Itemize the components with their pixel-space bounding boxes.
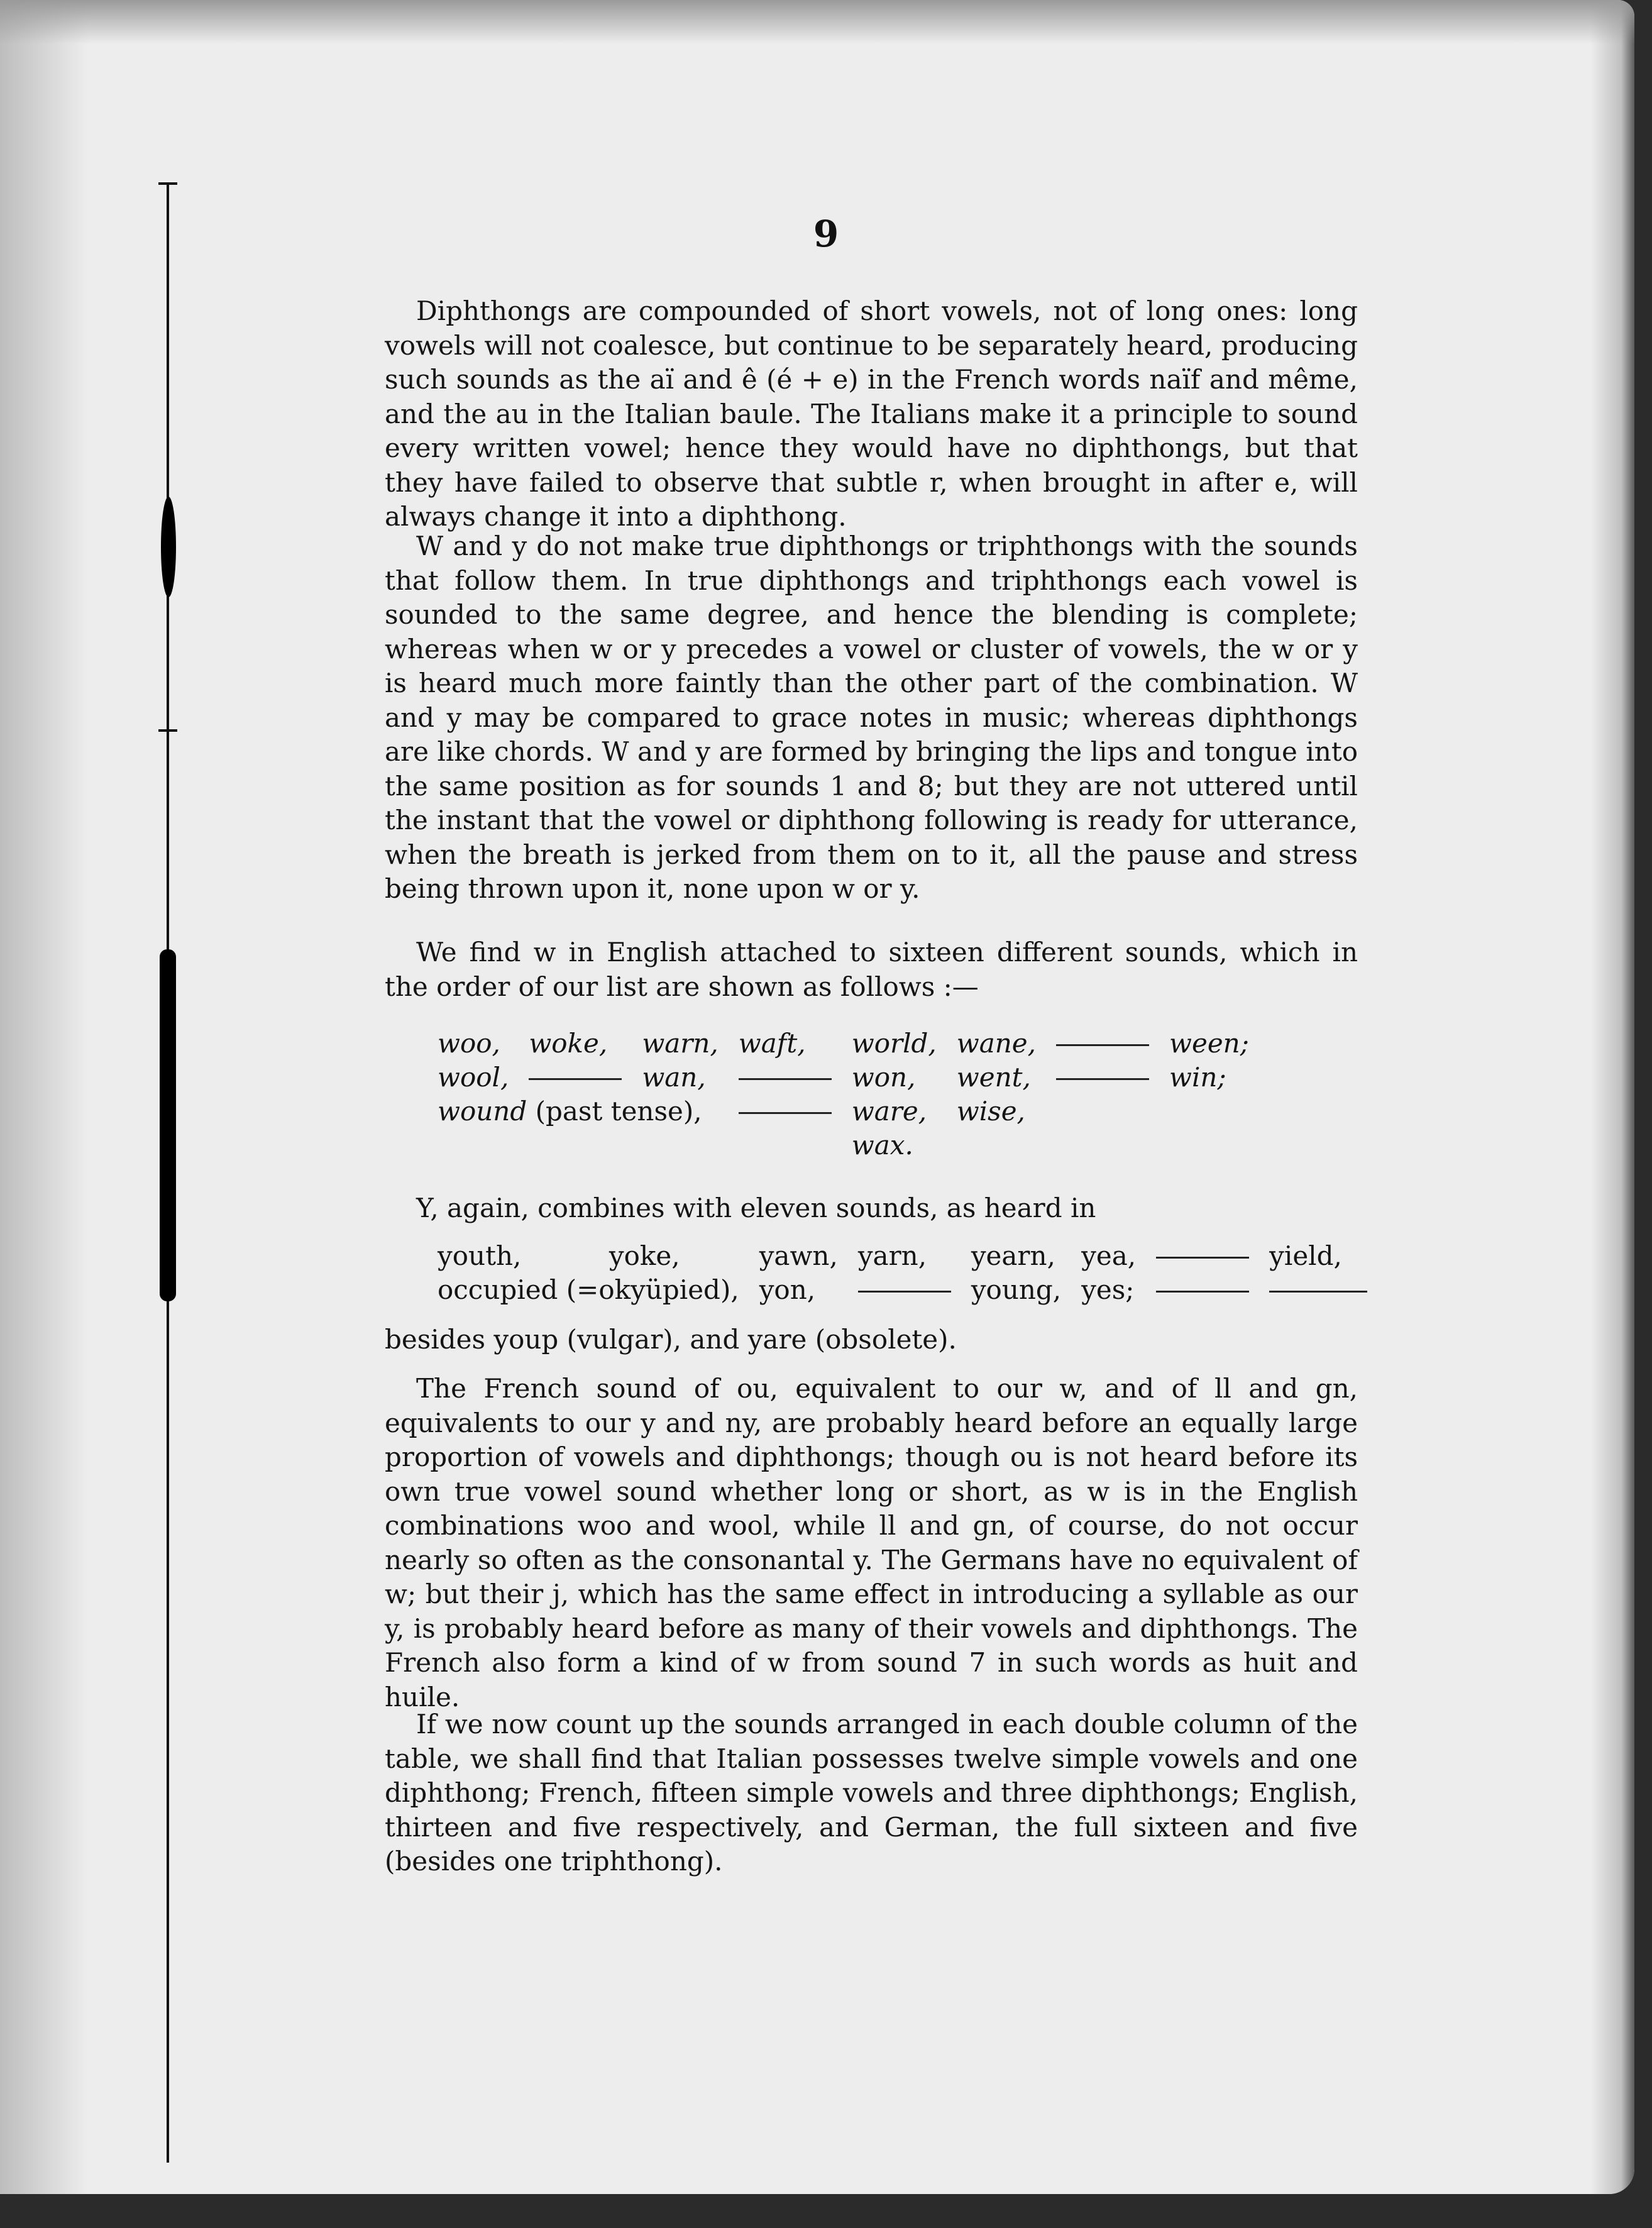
ink-blot [160,949,176,1301]
list-word: won, [851,1061,916,1093]
blank-dash [739,1078,832,1080]
list-word: warn, [642,1027,719,1059]
paragraph-w-and-y: W and y do not make true diphthongs or triphthongs with the sounds that follow them. In true diphthongs and triphthongs each vowel is sounded to the same degree, and hence the blending is complete; whereas when w or y precedes a vowel or cluster of vowels, the w or y is heard much more faintly than the other part of the combination. W and y may be compared to grace notes in music; whereas diphthongs are like chords. W and y are formed by bringing the lips and tongue into the same position as for sounds 1 and 8; but they are not uttered until the instant that the vowel or diphthong following is ready for utterance, when the breath is jerked from them on to it, all the pause and stress being thrown upon it, none upon w or y. [385,531,1358,904]
blank-dash [1056,1078,1149,1080]
list-word: yarn, [857,1240,927,1271]
blank-dash [1156,1291,1249,1293]
list-word: wool, [438,1061,509,1093]
thread-tick [158,729,177,732]
list-row [427,1094,1259,1128]
list-word: win; [1169,1061,1226,1093]
w-word-list [427,1026,1259,1162]
y-word-table [427,1238,1377,1306]
list-word: youth, [438,1240,522,1271]
paragraph-french-ou: The French sound of ou, equivalent to our w, and of ll and gn, equivalents to our y and ny, are probably heard before an equally large proportion of vowels and diphthongs; though ou is not heard before its own true vowel sound whether long or short, as w is in the English combinations woo and wool, while ll and gn, of course, do not occur nearly so often as the consonantal y. The Germans have no equivalent of w; but their j, which has the same effect in introducing a syllable as our y, is probably heard before as many of their vowels and diphthongs. The French also form a kind of w from sound 7 in such words as huit and huile. [385,1373,1358,1712]
paragraph-diphthongs: Diphthongs are compounded of short vowels, not of long ones: long vowels will not coalesce, but continue to be separately heard, producing such sounds as the aï and ê (é + e) in the French words naïf and même, and the au in the Italian baule. The Italians make it a principle to sound every written vowel; hence they would have no diphthongs, but that they have failed to observe that subtle r, when brought in after e, will always change it into a diphthong. [385,295,1358,532]
list-word: yearn, [971,1240,1055,1271]
ink-blot [161,497,176,597]
list-word: yield, [1269,1240,1342,1271]
thread-tick [158,182,177,185]
paragraph-besides: besides youp (vulgar), and yare (obsolete). [385,1324,957,1355]
list-word: wane, [956,1027,1037,1059]
list-word: world, [851,1027,937,1059]
list-word: yea, [1081,1240,1137,1271]
list-row [427,1026,1259,1060]
blank-dash [858,1291,951,1293]
list-word: wax. [851,1129,913,1161]
blank-dash [739,1112,832,1114]
list-word: yoke, [608,1240,680,1271]
list-word: wise, [956,1095,1025,1127]
binding-thread [163,182,172,2163]
list-row [427,1238,1377,1272]
list-word: woke, [529,1027,608,1059]
list-word: yawn, [759,1240,838,1271]
list-word: went, [956,1061,1031,1093]
list-row [427,1272,1377,1306]
list-word: waft, [738,1027,806,1059]
list-word: ween; [1169,1027,1249,1059]
list-word: wound [438,1095,527,1127]
list-row [427,1060,1259,1094]
paragraph-y-sounds: Y, again, combines with eleven sounds, as heard in [416,1193,1096,1223]
list-word: yon, [759,1274,816,1305]
blank-dash [529,1078,622,1080]
list-word: yes; [1081,1274,1135,1305]
list-word: occupied (=okyüpied), [438,1274,739,1305]
w-word-table [427,1026,1259,1162]
paragraph-count: If we now count up the sounds arranged in each double column of the table, we shall find that Italian possesses twelve simple vowels and one diphthong; French, fifteen simple vowels and three diphthongs; English, thirteen and five respectively, and German, the full sixteen and five (besides one triphthong). [385,1709,1358,1877]
blank-dash [1056,1044,1149,1046]
list-word: wan, [642,1061,706,1093]
blank-dash [1156,1257,1249,1259]
blank-dash [1269,1291,1367,1293]
list-word: ware, [851,1095,927,1127]
list-row [427,1128,1259,1162]
paragraph-w-sounds: We find w in English attached to sixteen different sounds, which in the order of our list are shown as follows :— [385,937,1358,1002]
list-word: woo, [438,1027,500,1059]
page-number: 9 [813,212,839,255]
list-note: (past tense), [535,1095,702,1127]
y-word-list [427,1238,1377,1306]
list-word: young, [971,1274,1062,1305]
page-edge-shadow [1590,0,1634,2194]
